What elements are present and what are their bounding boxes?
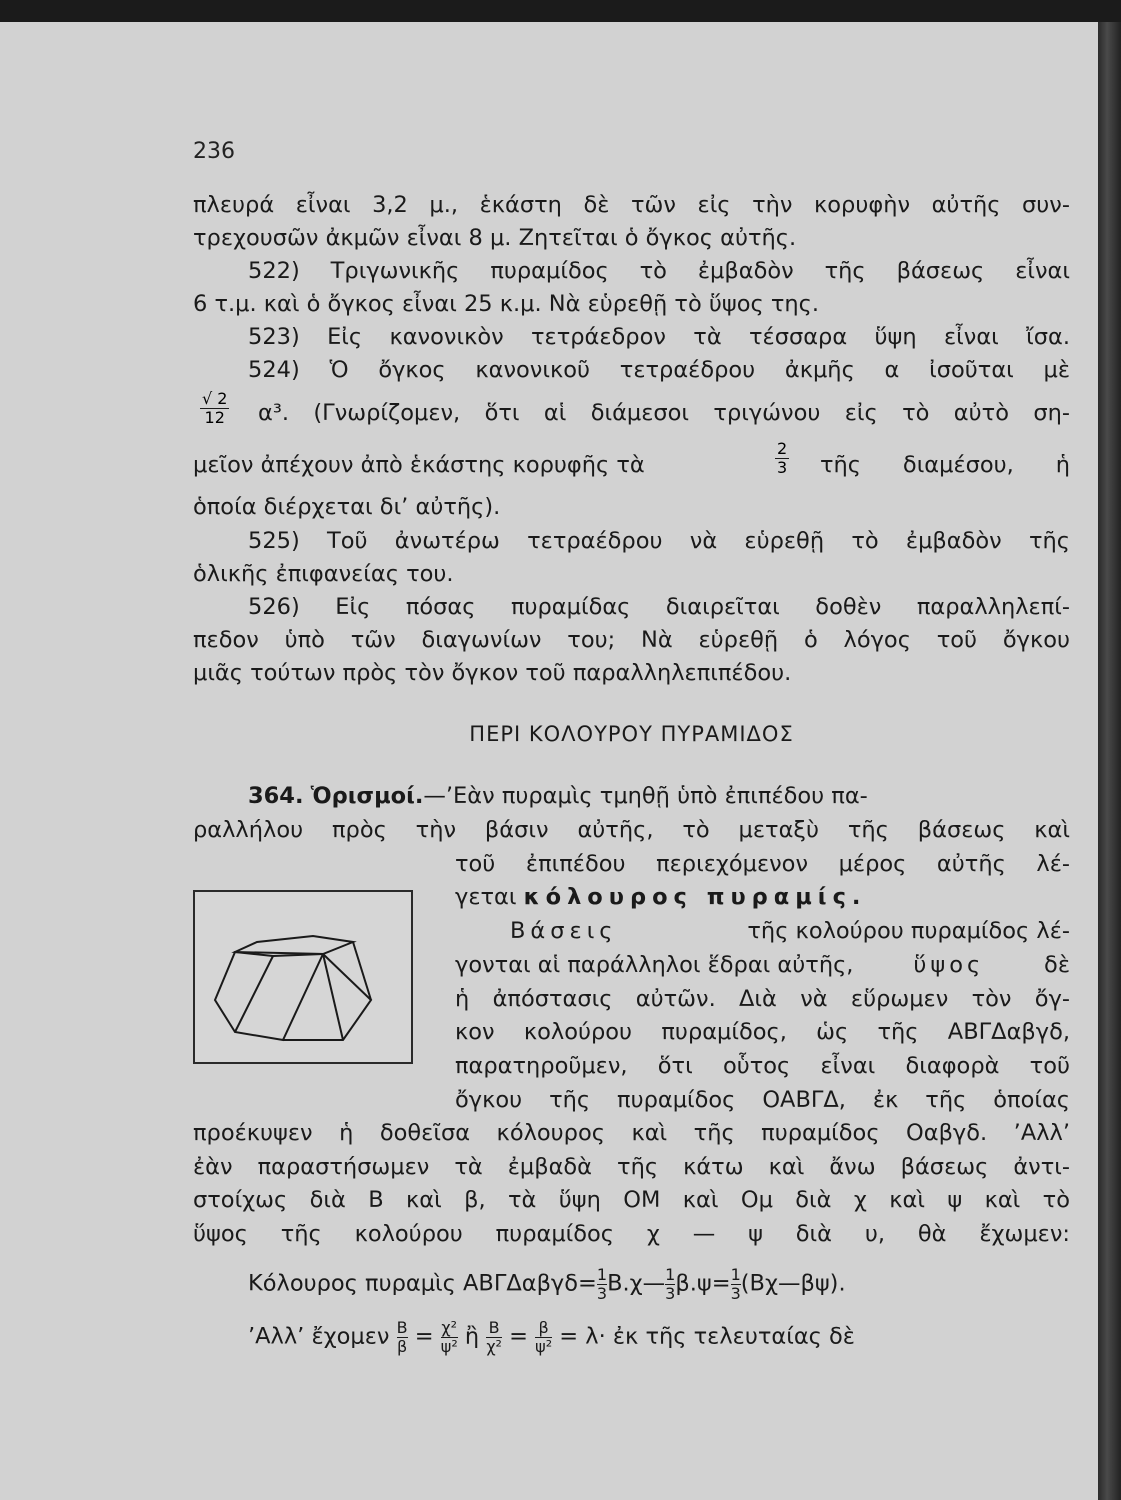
section-line-9: παρατηροῦμεν, ὅτι οὗτος εἶναι διαφορὰ τοῦ [455,1053,1070,1079]
sqrt2-over-12-fraction [200,390,229,426]
fraction-B-over-x2 [486,1319,502,1355]
section-line-4 [455,886,1070,909]
section-text: γονται αἱ παράλληλοι ἕδραι αὐτῆς, [455,952,854,978]
formula-term: (Βχ—βψ). [740,1270,846,1297]
frustum-front-edge [323,954,343,1040]
fraction-numerator: √ 2 [202,389,228,408]
text-getai: γεται [455,884,517,910]
fraction-denominator: ψ² [535,1336,553,1356]
formula-lhs: Κόλουρος πυραμὶς ΑΒΓΔαβγδ= [248,1270,597,1297]
fraction-one-third [665,1266,675,1302]
page-number: 236 [193,139,235,164]
exercise-523: 523) Εἰς κανονικὸν τετράεδρον τὰ τέσσαρα ὕψη εἶναι ἴσα. [248,324,1070,350]
section-line-13: στοίχως διὰ Β καὶ β, τὰ ὕψη ΟΜ καὶ Ομ διὰ χ καὶ ψ καὶ τὸ [193,1187,1070,1213]
section-title: Ὁρισμοί. [310,783,424,809]
frustum-drawing [195,892,411,1062]
section-text: τῆς κολούρου πυραμίδος λέ- [747,918,1070,944]
section-line-12: ἐὰν παραστήσωμεν τὰ ἐμβαδὰ τῆς κάτω καὶ ἄνω βάσεως ἀντι- [193,1154,1070,1180]
section-line-10: ὄγκου τῆς πυραμίδος ΟΑΒΓΔ, ἐκ τῆς ὁποίας [455,1087,1070,1113]
section-line-5 [510,920,1070,943]
fraction-denominator: β [396,1336,408,1356]
formula-term: Β.χ— [607,1270,666,1297]
fraction-numerator: 1 [730,1265,741,1284]
section-text: δὲ [1044,952,1070,978]
text-line-1: πλευρά εἶναι 3,2 μ., ἑκάστη δὲ τῶν εἰς τὴν κορυφὴν αὐτῆς συν- [193,192,1070,218]
formula-term: β.ψ= [675,1270,731,1297]
fraction-one-third [731,1266,741,1302]
page-edge [1098,22,1121,1500]
fraction-denominator: χ² [486,1336,502,1356]
section-line-7: ἡ ἀπόστασις αὐτῶν. Διὰ νὰ εὕρωμεν τὸν ὄγ- [455,986,1070,1012]
frustum-figure [193,890,413,1064]
text-line-2: τρεχουσῶν ἀκμῶν εἶναι 8 μ. Ζητεῖται ὁ ὄγκος αὐτῆς. [193,225,797,251]
section-line-8: κον κολούρου πυραμίδος, ὡς τῆς ΑΒΓΔαβγδ, [455,1019,1070,1045]
formula-ratio [248,1319,1070,1355]
defined-term: κόλουρος πυραμίς. [523,884,867,910]
exercise-526: 526) Εἰς πόσας πυραμίδας διαιρεῖται δοθὲν παραλληλεπί- [248,594,1070,620]
fraction-denominator: 3 [665,1283,676,1303]
fraction-denominator: 12 [204,407,225,427]
fraction-x2-over-y2 [441,1319,458,1355]
section-line-3: τοῦ ἐπιπέδου περιεχόμενον μέρος αὐτῆς λέ- [455,851,1070,877]
or-word: ἢ [464,1323,480,1350]
section-heading: ΠΕΡΙ ΚΟΛΟΥΡΟΥ ΠΥΡΑΜΙΔΟΣ [469,722,794,746]
section-line-1: —’Εὰν πυραμὶς τμηθῇ ὑπὸ ἐπιπέδου πα- [423,783,868,809]
section-line-2: ραλλήλου πρὸς τὴν βάσιν αὐτῆς, τὸ μεταξὺ τῆς βάσεως καὶ [193,817,1070,843]
fraction-numerator: 1 [596,1265,608,1284]
section-line-6 [455,954,1070,977]
fraction-denominator: 3 [730,1283,741,1303]
section-first-line [248,785,1070,808]
text-line-4: 6 τ.μ. καὶ ὁ ὄγκος εἶναι 25 κ.μ. Νὰ εὑρεθῇ τὸ ὕψος της. [193,291,820,317]
fraction-numerator: Β [396,1318,408,1337]
fraction-numerator: Β [486,1319,502,1338]
exercise-524: 524) Ὁ ὄγκος κανονικοῦ τετραέδρου ἀκμῆς α ἰσοῦται μὲ [248,357,1070,383]
section-line-14: ὕψος τῆς κολούρου πυραμίδος χ — ψ διὰ υ, θὰ ἔχωμεν: [193,1221,1070,1247]
text-line-14: μιᾶς τούτων πρὸς τὸν ὄγκον τοῦ παραλληλεπιπέδου. [193,660,792,686]
formula-lead: ’Αλλ’ ἔχομεν [248,1323,390,1350]
text-line-7: α³. (Γνωρίζομεν, ὅτι αἱ διάμεσοι τριγώνου εἰς τὸ αὐτὸ ση- [258,400,1070,426]
exercise-522: 522) Τριγωνικῆς πυραμίδος τὸ ἐμβαδὸν τῆς βάσεως εἶναι [248,258,1070,284]
fraction-B-over-b [397,1319,408,1355]
term-height: ὕψος [913,952,985,978]
fraction-denominator: ψ² [440,1336,458,1356]
section-number: 364. [248,783,304,809]
fraction-numerator: β [535,1319,552,1338]
equals-sign: = [509,1323,528,1350]
fraction-denominator: 3 [777,457,788,477]
equals-sign: = [414,1323,434,1350]
term-bases: Βάσεις [510,918,618,944]
text-line-8b: τῆς διαμέσου, ἡ [820,452,1070,478]
book-page [0,22,1098,1500]
fraction-numerator: χ² [441,1318,458,1337]
fraction-numerator: 1 [665,1265,676,1284]
fraction-denominator: 3 [596,1283,608,1303]
text-line-13: πεδον ὑπὸ τῶν διαγωνίων του; Νὰ εὑρεθῇ ὁ λόγος τοῦ ὄγκου [193,627,1070,653]
fraction-b-over-y2 [535,1319,552,1355]
formula-volume [248,1266,1070,1302]
text-line-11: ὁλικῆς ἐπιφανείας του. [193,561,454,587]
text-line-8a: μεῖον ἀπέχουν ἀπὸ ἑκάστης κορυφῆς τὰ [193,452,645,478]
two-thirds-fraction [775,440,789,476]
exercise-525: 525) Τοῦ ἀνωτέρω τετραέδρου νὰ εὑρεθῇ τὸ ἐμβαδὸν τῆς [248,528,1070,554]
fraction-numerator: 2 [777,439,788,458]
section-line-11: προέκυψεν ἡ δοθεῖσα κόλουρος καὶ τῆς πυραμίδος Οαβγδ. ’Αλλ’ [193,1120,1070,1146]
text-line-9: ὁποία διέρχεται δι’ αὐτῆς). [193,494,501,520]
frustum-front-edge [235,956,273,1032]
fraction-one-third [597,1266,607,1302]
formula-tail: = λ· ἐκ τῆς τελευταίας δὲ [559,1323,855,1350]
